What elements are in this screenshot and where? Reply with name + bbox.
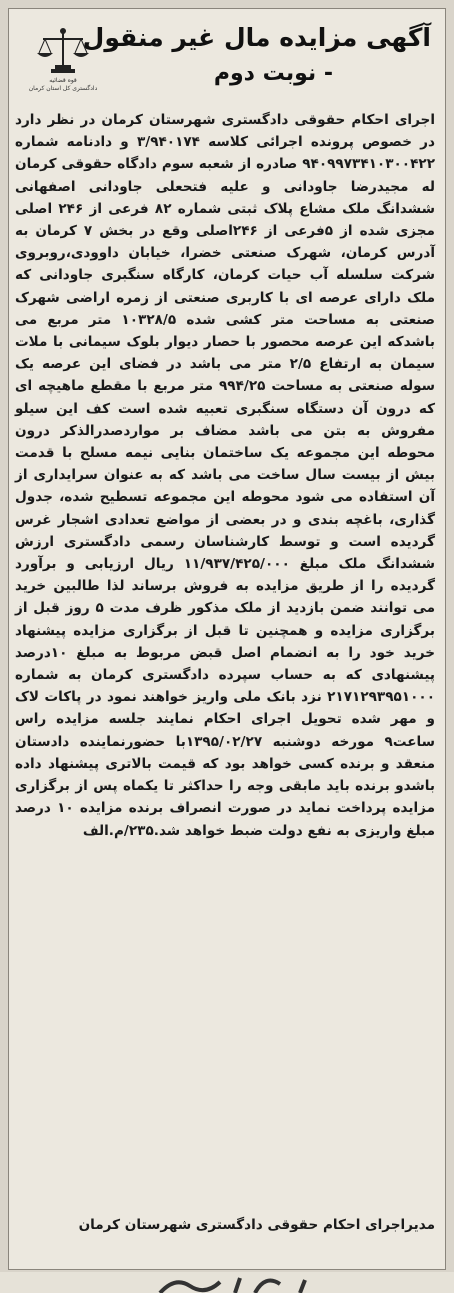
next-notice-strip xyxy=(0,1272,454,1293)
notice-subtitle: - نوبت دوم xyxy=(213,61,333,86)
notice-paper xyxy=(8,8,446,1270)
notice-header xyxy=(9,9,445,109)
notice-body xyxy=(15,109,435,842)
notice-signature: مدیراجرای احکام حقوقی دادگستری شهرستان کرمان xyxy=(78,1217,435,1233)
notice-body-paragraph: اجرای احکام حقوقی دادگستری شهرستان کرمان در نظر دارد در خصوص پرونده اجرائی کلاسه ۳/۹۴۰۱۷۴ و دادنامه شماره ۹۴۰۹۹۷۳۴۱۰۳۰۰۴۲۲ صادره از شعبه سوم دادگاه حقوقی کرمان له مجیدرضا جاودانی و علیه فتحعلی جاودانی اصفهانی ششدانگ ملک مشاع پلاک ثبتی شماره ۸۲ فرعی از ۲۴۶ اصلی مجزی شده از ۵فرعی از ۲۴۶اصلی وقع در بخش ۷ کرمان به آدرس کرمان، شهرک صنعتی خضرا، خیابان داوودی،روبروی شرکت سلسله آب حیات کرمان، کارگاه سنگبری جاودانی که ملک دارای عرصه ای با کاربری صنعتی از زمره اراضی شهرک صنعتی به مساحت متر کشی شده ۱۰۳۲۸/۵ متر مربع می باشدکه این عرصه محصور با حصار دیوار بلوک سیمانی با ملات سیمان به ارتفاع ۲/۵ متر می باشد در فضای این عرصه یک سوله صنعتی به مساحت ۹۹۴/۲۵ متر مربع با مقطع ماهیچه ای که درون آن دستگاه سنگبری تعبیه شده است کف این سیلو مفروش به بتن می باشد مضاف بر مواردصدرالذکر درون محوطه این مجموعه یک ساختمان بنایی نیمه مسلح با قدمت بیش از بیست سال ساخت می باشد که به عنوان سرایداری از آن استفاده می شود محوطه این مجموعه تسطیح شده، جدول گذاری، باغچه بندی و در بعضی از مواضع تعدادی اشجار غرس گردیده است و توسط کارشناسان رسمی دادگستری ارزش ششدانگ ملک مبلغ ۱۱/۹۳۷/۴۲۵/۰۰۰ ریال ارزیابی و برآورد گردیده را از طریق مزایده به فروش برساند لذا طالبین خرید می توانند ضمن بازدید از ملک مذکور ظرف مدت ۵ روز قبل از برگزاری مزایده و همچنین تا قبل از برگزاری مزایده پیشنهاد خرید خود را به انضمام اصل قبض مربوط به مبلغ ۱۰درصد پیشنهادی که به حساب سپرده دادگستری کرمان به شماره ۲۱۷۱۲۹۳۹۵۱۰۰۰ نزد بانک ملی واریز خواهند نمود در پاکات لاک و مهر شده تحویل اجرای احکام نمایند جلسه مزایده راس ساعت۹ مورخه دوشنبه ۱۳۹۵/۰۲/۲۷با حضورنماینده دادستان منعقد و برنده کسی خواهد بود که قیمت بالاتری پیشنهاد داده باشدو برنده باید مابقی وجه را حداکثر تا یکماه پس از برگزاری مزایده پرداخت نماید در صورت انصراف برنده مزایده ۱۰ درصد مبلغ واریزی به نفع دولت ضبط خواهد شد.۲۳۵/م.الف xyxy=(15,112,436,839)
notice-title: آگهی مزایده مال غیر منقول xyxy=(82,23,431,52)
emblem-caption xyxy=(23,77,103,93)
emblem-caption-line-2: دادگستری کل استان کرمان xyxy=(28,85,98,92)
emblem-caption-line-1: قوه قضائیه xyxy=(49,77,77,84)
